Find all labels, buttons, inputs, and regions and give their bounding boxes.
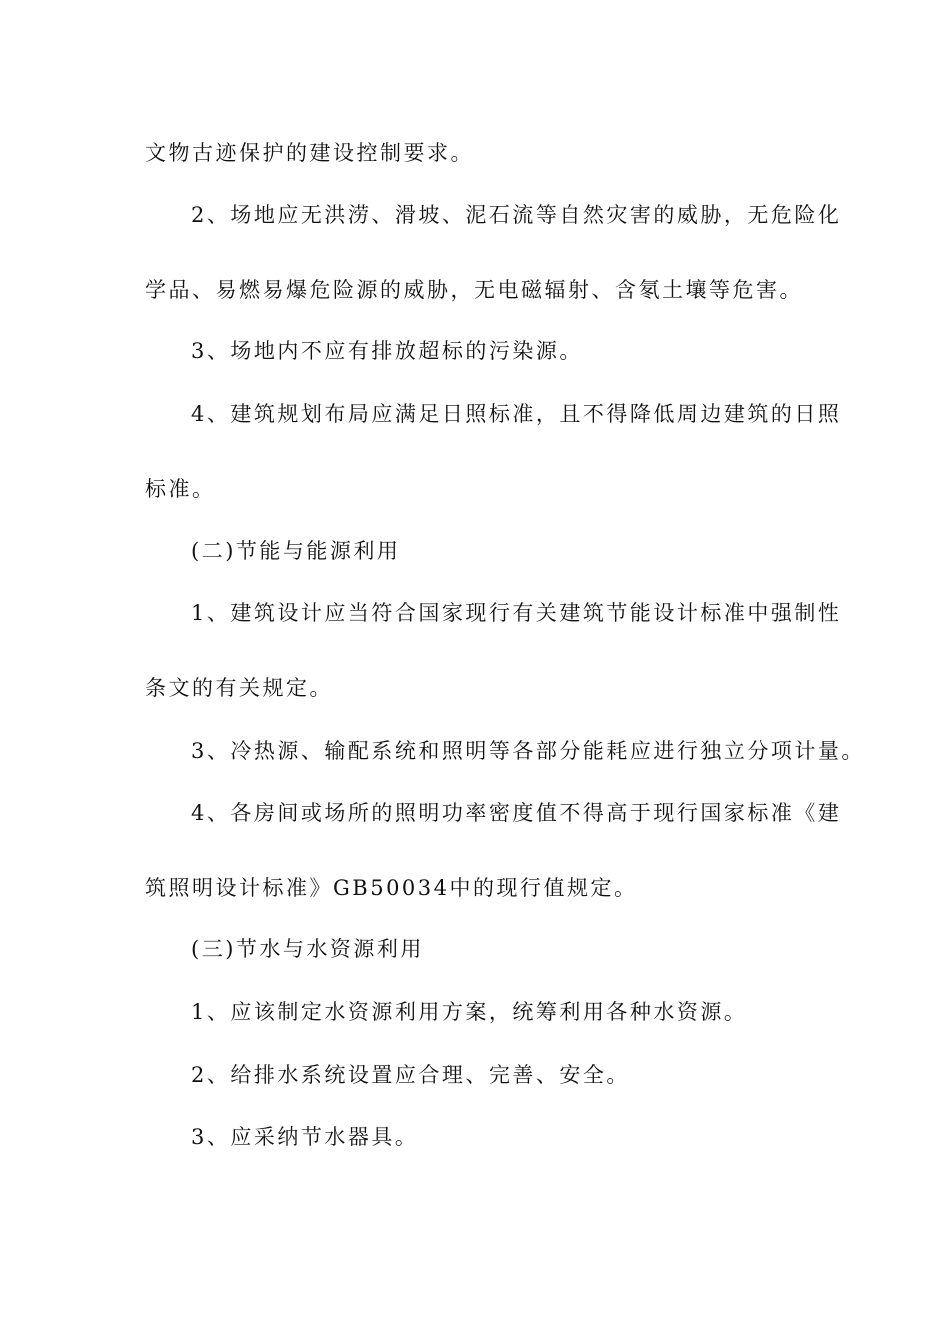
section-heading-water: (三)节水与水资源利用 [191,937,424,961]
text-line-10: 3、冷热源、输配系统和照明等各部分能耗应进行独立分项计量。 [191,739,865,763]
text-line-4: 3、场地内不应有排放超标的污染源。 [191,339,583,363]
text-line-3: 学品、易燃易爆危险源的威胁，无电磁辐射、含氡土壤等危害。 [145,278,803,302]
text-line-2: 2、场地应无洪涝、滑坡、泥石流等自然灾害的威胁，无危险化 [191,203,842,227]
text-line-5: 4、建筑规划布局应满足日照标准，且不得降低周边建筑的日照 [191,402,842,426]
text-line-6: 标准。 [145,477,216,501]
text-line-9: 条文的有关规定。 [145,676,333,700]
text-line-11: 4、各房间或场所的照明功率密度值不得高于现行国家标准《建 [191,801,842,825]
text-line-12: 筑照明设计标准》GB50034中的现行值规定。 [145,876,638,900]
text-line-16: 3、应采纳节水器具。 [191,1125,419,1149]
text-line-8: 1、建筑设计应当符合国家现行有关建筑节能设计标准中强制性 [191,601,842,625]
section-heading-energy: (二)节能与能源利用 [191,539,401,563]
text-line-15: 2、给排水系统设置应合理、完善、安全。 [191,1063,630,1087]
text-line-1: 文物古迹保护的建设控制要求。 [145,141,474,165]
text-line-14: 1、应该制定水资源利用方案，统筹利用各种水资源。 [191,1000,748,1024]
